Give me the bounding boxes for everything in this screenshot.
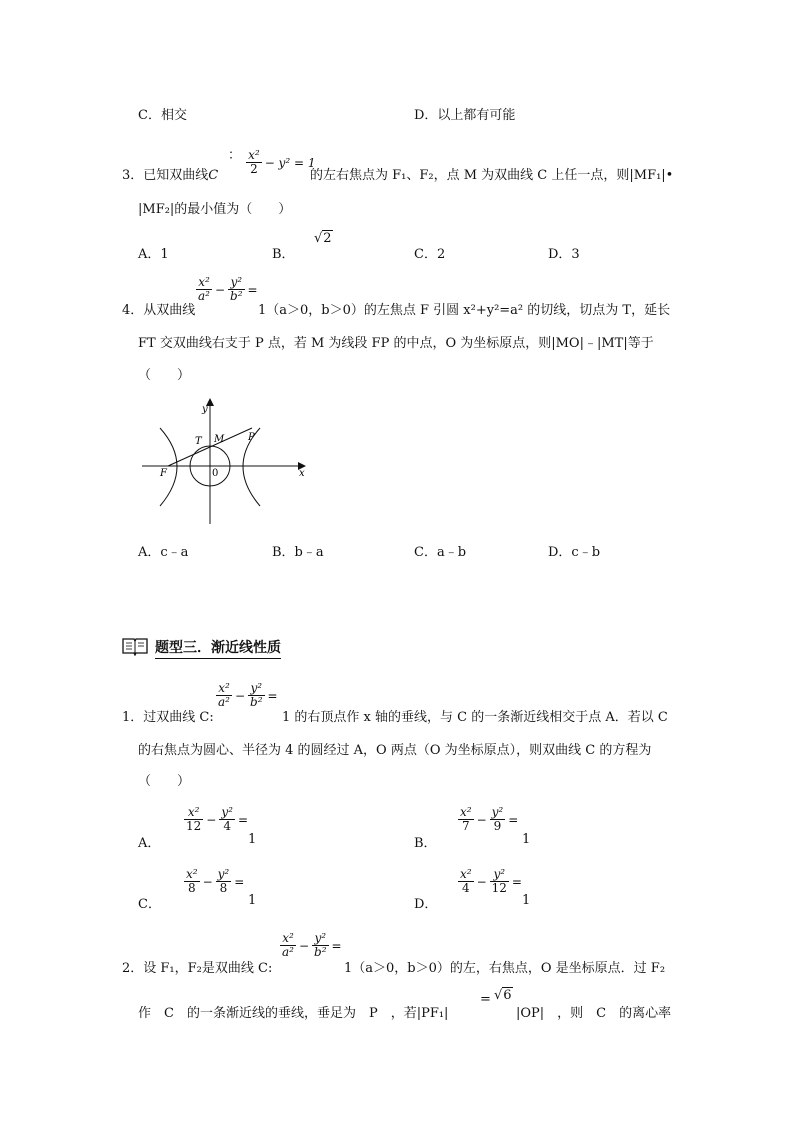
s2-eq-sign: = [480, 992, 491, 1007]
s2-eq-y-den: b² [314, 945, 327, 959]
q4-pre: 从双曲线 [143, 303, 196, 318]
s1-eq-rhs: = [267, 688, 278, 703]
a-xd: 12 [186, 819, 202, 833]
q4-option-d: D．c﹣b [548, 545, 601, 560]
s2-number: 2． [122, 961, 144, 976]
a-yn: y² [221, 805, 233, 819]
s1-option-c-label: C． [138, 897, 161, 912]
b-yd: 9 [493, 819, 502, 833]
q3-number: 3． [122, 168, 144, 183]
q4-option-a: A．c﹣a [138, 545, 189, 560]
s1-text1: 1 的右顶点作 x 轴的垂线，与 C 的一条渐近线相交于点 A．若以 C [282, 710, 668, 725]
label-p: P [248, 432, 255, 443]
q4-eq-x-num: x² [196, 276, 212, 290]
hyperbola-figure [138, 392, 312, 528]
q3-text2: |MF₂|的最小值为（ ） [138, 202, 292, 217]
s2-equation: $\frac{\text{x²}}{\text{a²}}$ − $\frac{\text{y²}}{\text{b²}}$ = [280, 932, 345, 959]
s1-text3: （ ） [138, 774, 191, 789]
s1-option-b-label: B． [414, 836, 437, 851]
hyperbola-left-branch [160, 428, 177, 506]
book-icon [121, 636, 149, 656]
q3-equation [228, 144, 318, 176]
q4-text2: FT 交双曲线右支于 P 点，若 M 为线段 FP 的中点，O 为坐标原点，则|MO|﹣|MT|等于 [138, 336, 654, 351]
q3-eq-rest: − y² = 1 [264, 155, 316, 170]
label-f: F [160, 468, 167, 479]
option-c-prev: C．相交 [138, 108, 187, 123]
b-yn: y² [491, 805, 504, 819]
s1-option-b-one: 1 [522, 832, 531, 847]
d-yn: y² [490, 868, 509, 882]
q3-eq-num: x² [248, 148, 260, 162]
label-x: x [299, 468, 305, 479]
s2-sqrt-value: 6 [503, 988, 512, 1003]
a-xn: x² [184, 806, 203, 820]
q3-option-b-value: 2 [323, 231, 332, 246]
b-eq: = [508, 812, 519, 827]
c-yn: y² [217, 867, 230, 881]
q4-equation: $\frac{\text{x²}}{\text{a²}}$ − $\frac{\text{y²}}{\text{b²}}$ = [196, 276, 261, 303]
s1-option-d-eq: $\frac{\text{x²}}{4}$ − $\frac{\text{y²}}{12}$ = [458, 868, 525, 895]
s1-text2: 的右焦点为圆心、半径为 4 的圆经过 A，O 两点（O 为坐标原点），则双曲线 C 的方程为 [138, 743, 652, 758]
s2-text2a: 作 C 的一条渐近线的垂线，垂足为 P ，若|PF₁| [138, 1006, 449, 1021]
label-m: M [214, 434, 225, 445]
s1-option-c-eq: $\frac{\text{x²}}{8}$ − $\frac{\text{y²}}{8}$ = [184, 868, 247, 895]
q3-option-a: A．1 [138, 247, 169, 262]
label-t: T [195, 436, 202, 447]
s1-pre: 过双曲线 C: [143, 710, 214, 725]
q4-number: 4． [122, 303, 144, 318]
s1-eq-x-den: a² [218, 695, 230, 709]
label-y: y [202, 404, 208, 415]
c-eq: = [234, 874, 245, 889]
q3-colon: ： [228, 148, 242, 163]
s1-option-a-one: 1 [248, 832, 257, 847]
s2-pre: 设 F₁，F₂是双曲线 C: [143, 961, 273, 976]
q4-eq-y-den: b² [230, 289, 243, 303]
b-xd: 7 [461, 819, 470, 833]
c-xd: 8 [187, 881, 196, 895]
q3-option-b-sqrt: √2 [314, 231, 332, 246]
s1-line1-pre [122, 706, 214, 725]
q3-option-b: B． [272, 247, 295, 262]
d-xn: x² [460, 867, 472, 881]
s1-option-d-label: D． [414, 897, 438, 912]
s2-eq-y-num: y² [312, 932, 329, 946]
s1-option-d-one: 1 [522, 893, 531, 908]
section-title: 题型三．渐近线性质 [155, 637, 281, 659]
q3-option-d: D．3 [548, 247, 580, 262]
label-o: 0 [212, 468, 219, 479]
s1-eq-x-num: x² [216, 682, 232, 696]
q4-line1-pre [122, 299, 195, 318]
q4-text1: 1（a＞0，b＞0）的左焦点 F 引圆 x²+y²=a² 的切线，切点为 T，延长 [258, 303, 671, 318]
s1-number: 1． [122, 710, 144, 725]
s2-line1-pre [122, 957, 272, 976]
s2-sqrt: √6 [494, 988, 512, 1003]
q4-text3: （ ） [138, 368, 191, 383]
c-xn: x² [186, 867, 198, 881]
c-yd: 8 [219, 881, 228, 895]
b-xn: x² [460, 805, 472, 819]
s2-eq-x-num: x² [280, 932, 296, 946]
q3-option-c: C．2 [414, 247, 446, 262]
q3-eq-den: 2 [250, 162, 258, 176]
s1-equation: $\frac{\text{x²}}{\text{a²}}$ − $\frac{\text{y²}}{\text{b²}}$ = [216, 682, 281, 709]
d-yd: 12 [491, 881, 507, 895]
option-d-prev: D．以上都有可能 [414, 108, 516, 123]
s1-option-a-label: A． [138, 836, 161, 851]
s2-text2b: |OP| ，则 C 的离心率 [516, 1006, 672, 1021]
a-yd: 4 [223, 819, 231, 833]
d-eq: = [511, 874, 522, 889]
d-xd: 4 [461, 881, 470, 895]
s1-eq-y-num: y² [248, 682, 265, 696]
a-eq: = [237, 812, 248, 827]
q4-eq-y-num: y² [228, 276, 245, 290]
q4-option-b: B．b﹣a [272, 545, 324, 560]
q3-line1 [122, 164, 218, 183]
s1-eq-y-den: b² [250, 695, 263, 709]
q4-eq-rhs: = [247, 282, 258, 297]
s1-option-c-one: 1 [248, 893, 257, 908]
s2-eq-rhs: = [331, 938, 342, 953]
s2-eq-x-den: a² [282, 945, 294, 959]
q3-curve: C [208, 168, 219, 183]
q3-pre: 已知双曲线 [143, 168, 209, 183]
q4-eq-x-den: a² [198, 289, 210, 303]
s2-text1: 1（a＞0，b＞0）的左，右焦点，O 是坐标原点．过 F₂ [344, 961, 666, 976]
s1-option-b-eq: $\frac{\text{x²}}{7}$ − $\frac{\text{y²}}{9}$ = [458, 806, 521, 833]
q4-option-c: C．a﹣b [414, 545, 467, 560]
q3-text1: 的左右焦点为 F₁、F₂，点 M 为双曲线 C 上任一点，则|MF₁|• [310, 168, 674, 183]
s1-option-a-eq: $\frac{\text{x²}}{12}$ − $\frac{\text{y²}}{4}$ = [184, 806, 251, 833]
